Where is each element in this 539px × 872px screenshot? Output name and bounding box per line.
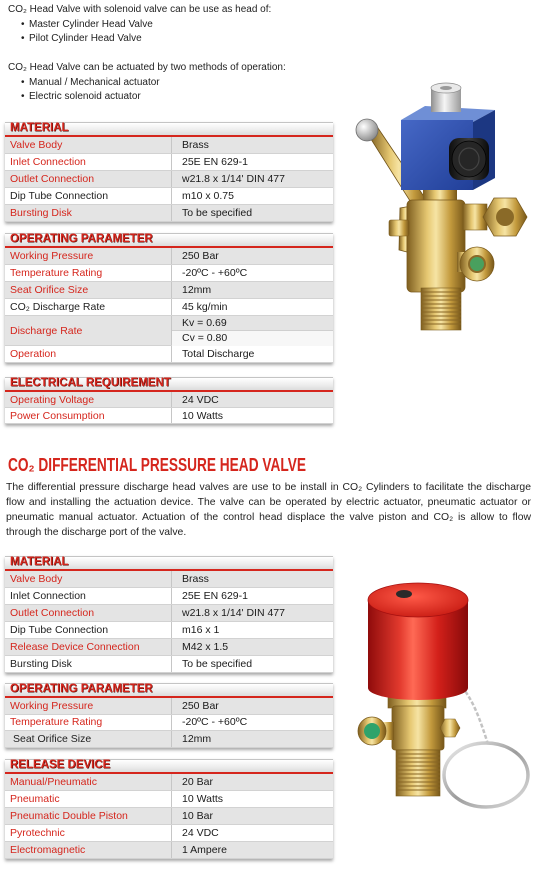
row-value: m10 x 0.75 [182, 190, 234, 202]
row-value: To be specified [182, 658, 253, 670]
table-row [5, 639, 333, 656]
pull-ring [444, 743, 528, 807]
table-row [5, 588, 333, 605]
release-device-table [5, 759, 333, 859]
table-row [5, 571, 333, 588]
row-label: Bursting Disk [5, 656, 172, 672]
solenoid-material-table [5, 122, 333, 222]
outlet-bore [496, 208, 514, 226]
row-value: 12mm [182, 284, 212, 296]
table-header [5, 122, 333, 137]
pull-ring-and-chain [444, 682, 528, 807]
lever-grip-ball [356, 119, 378, 141]
row-label: Discharge Rate [5, 316, 172, 345]
actuation-method-item: • Manual / Mechanical actuator [8, 76, 286, 91]
table-row-discharge-rate [5, 316, 333, 346]
actuation-method-item: • Electric solenoid actuator [8, 90, 286, 105]
row-value: -20ºC - +60ºC [182, 267, 248, 279]
row-value: Total Discharge [182, 348, 255, 360]
table-row [5, 715, 333, 732]
table-row [5, 248, 333, 265]
row-label: Operation [5, 346, 172, 362]
table-row [5, 842, 333, 859]
row-label: Temperature Rating [5, 265, 172, 281]
valve-body-block [392, 706, 444, 750]
differential-operating-table [5, 683, 333, 748]
actuation-methods-block [8, 61, 286, 105]
solenoid-use-item: • Pilot Cylinder Head Valve [8, 32, 271, 47]
row-label: Electromagnetic [5, 842, 172, 858]
differential-material-table [5, 556, 333, 673]
table-row [5, 154, 333, 171]
row-value: 250 Bar [182, 250, 219, 262]
table-row [5, 698, 333, 715]
row-label: Dip Tube Connection [5, 622, 172, 638]
actuation-methods-heading: CO₂ Head Valve can be actuated by two methods of operation: [8, 62, 286, 73]
table-row [5, 731, 333, 748]
table-header-title: OPERATING PARAMETER [10, 233, 153, 245]
table-header [5, 233, 333, 248]
row-label: Seat Orifice Size [5, 731, 172, 747]
table-header [5, 377, 333, 392]
row-value: Brass [182, 139, 209, 151]
row-label: CO₂ Discharge Rate [5, 299, 172, 315]
row-value: 10 Bar [182, 810, 213, 822]
row-label: Valve Body [5, 137, 172, 153]
row-value: 10 Watts [182, 793, 224, 805]
row-value: w21.8 x 1/14' DIN 477 [182, 173, 285, 185]
row-label: Manual/Pneumatic [5, 774, 172, 790]
table-row [5, 791, 333, 808]
row-value: 12mm [182, 732, 212, 745]
table-header-title: MATERIAL [10, 556, 69, 568]
manual-knob-face [452, 141, 486, 177]
row-value: w21.8 x 1/14' DIN 477 [182, 607, 285, 619]
row-label: Working Pressure [5, 698, 172, 714]
left-side-port [389, 220, 409, 236]
table-row [5, 171, 333, 188]
cv-value: Cv = 0.80 [172, 331, 333, 346]
threaded-inlet [396, 750, 440, 796]
gauge-port-green-insert [469, 256, 485, 272]
row-label: Power Consumption [5, 408, 172, 423]
row-label: Operating Voltage [5, 392, 172, 407]
table-row [5, 622, 333, 639]
table-row [5, 774, 333, 791]
row-value: M42 x 1.5 [182, 641, 229, 653]
solenoid-use-item: • Master Cylinder Head Valve [8, 18, 271, 33]
row-label: Inlet Connection [5, 588, 172, 604]
solenoid-coil [401, 83, 495, 190]
row-label: Pyrotechnic [5, 825, 172, 841]
kv-value: Kv = 0.69 [172, 316, 333, 331]
row-label: Outlet Connection [5, 171, 172, 187]
table-row [5, 299, 333, 316]
table-row [5, 205, 333, 222]
row-value: 25E EN 629-1 [182, 590, 248, 602]
table-row [5, 265, 333, 282]
row-label: Bursting Disk [5, 205, 172, 221]
row-value: 24 VDC [182, 393, 219, 406]
table-row [5, 605, 333, 622]
cap-top [368, 583, 468, 617]
row-value: m16 x 1 [182, 624, 220, 636]
solenoid-electrical-table [5, 377, 333, 424]
side-port-green-insert [364, 723, 380, 739]
table-row [5, 392, 333, 408]
table-row [5, 825, 333, 842]
row-label: Release Device Connection [5, 639, 172, 655]
row-value: 45 kg/min [182, 301, 228, 313]
table-row [5, 346, 333, 363]
table-row [5, 137, 333, 154]
table-header [5, 683, 333, 698]
row-value: 1 Ampere [182, 844, 227, 856]
row-label: Pneumatic [5, 791, 172, 807]
brass-valve-body [389, 186, 527, 330]
row-value-group [172, 316, 333, 345]
row-label: Valve Body [5, 571, 172, 587]
row-label: Outlet Connection [5, 605, 172, 621]
differential-head-valve-image [338, 570, 536, 810]
solenoid-uses-block [8, 3, 271, 47]
table-row [5, 188, 333, 205]
row-value: 20 Bar [182, 776, 213, 788]
row-label: Dip Tube Connection [5, 188, 172, 204]
section-title: CO₂ DIFFERENTIAL PRESSURE HEAD VALVE [8, 455, 306, 475]
row-value: 250 Bar [182, 699, 219, 712]
cap-emblem [396, 590, 412, 598]
row-label: Inlet Connection [5, 154, 172, 170]
row-label: Working Pressure [5, 248, 172, 264]
row-value: To be specified [182, 207, 253, 219]
table-header-title: MATERIAL [10, 122, 69, 134]
table-header [5, 556, 333, 571]
row-label: Temperature Rating [5, 715, 172, 731]
table-row [5, 656, 333, 673]
row-value: 25E EN 629-1 [182, 156, 248, 168]
cap-bottom-rim [368, 676, 468, 700]
row-value: -20ºC - +60ºC [182, 716, 248, 729]
solenoid-head-valve-image [345, 80, 537, 336]
table-row [5, 282, 333, 299]
solenoid-cap-screw [440, 86, 452, 90]
table-row [5, 808, 333, 825]
solenoid-operating-table [5, 233, 333, 363]
table-header-title: OPERATING PARAMETER [10, 683, 153, 695]
table-header-title: RELEASE DEVICE [10, 759, 111, 771]
row-label: Seat Orifice Size [5, 282, 172, 298]
table-header-title: ELECTRICAL REQUIREMENT [10, 377, 171, 389]
row-value: Brass [182, 573, 209, 585]
table-header [5, 759, 333, 774]
row-label: Pneumatic Double Piston [5, 808, 172, 824]
row-value: 24 VDC [182, 827, 219, 839]
section-description: The differential pressure discharge head valves are use to be install in CO₂ Cylinders to facilitate the discharge flow and installing the actuation device. The valve can be operated by electric actuator, pneumatic actuator or pneumatic manual actuator. Actuation of the control head displace the valve piston and CO₂ is allow to flow through the discharge port of the valve. [6, 482, 531, 538]
row-value: 10 Watts [182, 409, 224, 422]
solenoid-uses-heading: CO₂ Head Valve with solenoid valve can be use as head of: [8, 4, 272, 15]
red-protection-cap [368, 583, 468, 700]
valve-body-block [407, 200, 465, 292]
table-row [5, 408, 333, 424]
